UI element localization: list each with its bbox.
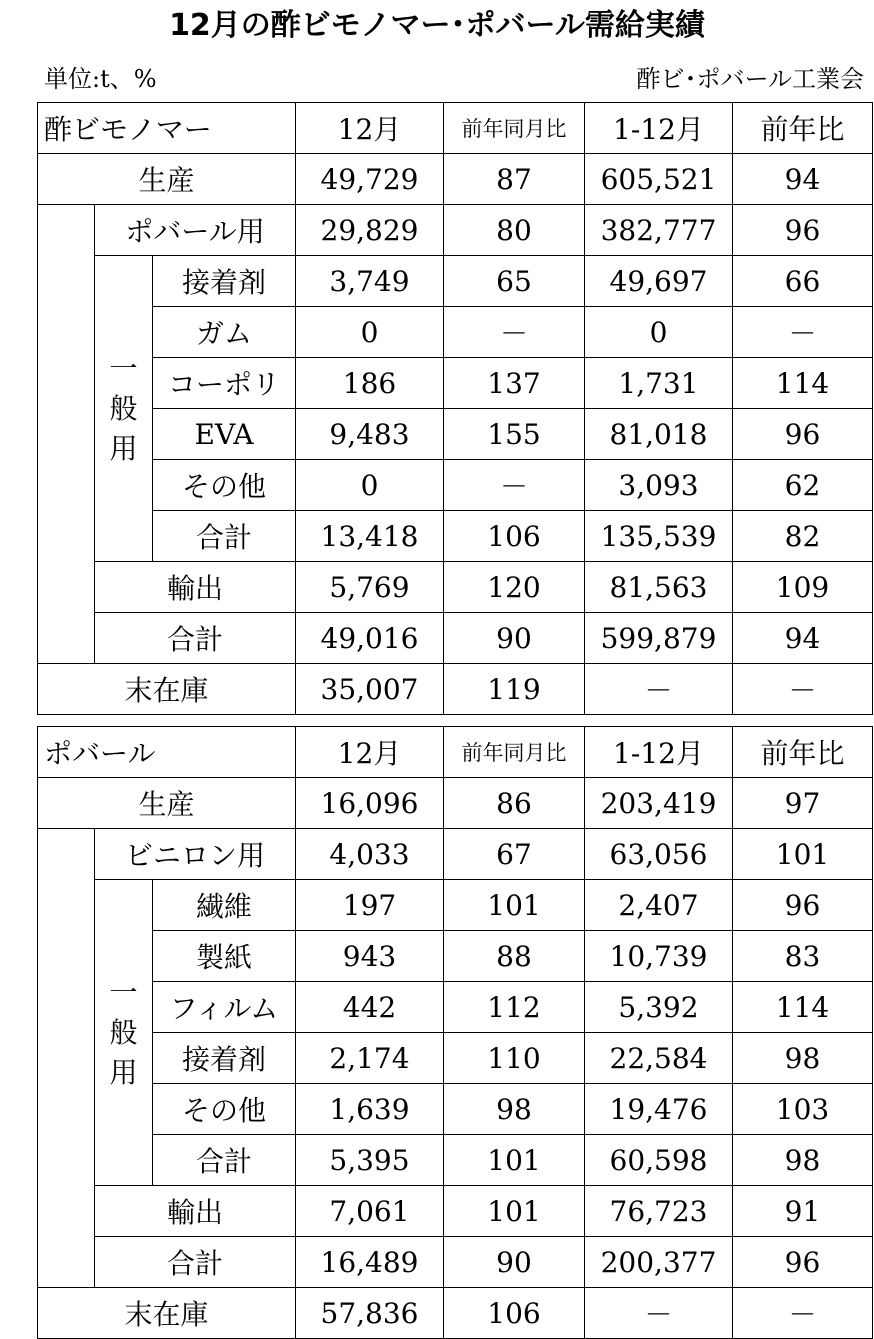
row-label: 輸出 bbox=[95, 562, 296, 613]
cell-value: 106 bbox=[444, 511, 585, 562]
header-yoy: 前年比 bbox=[733, 103, 873, 154]
row-label: その他 bbox=[153, 1084, 296, 1135]
cell-value: 49,697 bbox=[585, 256, 733, 307]
cell-value: － bbox=[733, 307, 873, 358]
cell-value: 4,033 bbox=[296, 829, 444, 880]
table-row bbox=[38, 1135, 873, 1186]
row-label: ポバール用 bbox=[95, 205, 296, 256]
table-row bbox=[38, 982, 873, 1033]
cell-value: 106 bbox=[444, 1288, 585, 1339]
cell-value: 197 bbox=[296, 880, 444, 931]
table-header-row bbox=[38, 103, 873, 154]
table-header-row bbox=[38, 727, 873, 778]
cell-value: － bbox=[585, 1288, 733, 1339]
cell-value: 94 bbox=[733, 613, 873, 664]
header-month: 12月 bbox=[296, 103, 444, 154]
table-row bbox=[38, 1237, 873, 1288]
general-use-label bbox=[95, 880, 153, 1186]
vert-char: 般 bbox=[109, 391, 138, 425]
table-row bbox=[38, 562, 873, 613]
cell-value: 91 bbox=[733, 1186, 873, 1237]
cell-value: 200,377 bbox=[585, 1237, 733, 1288]
table-row bbox=[38, 409, 873, 460]
source-label: 酢ビ･ポバール工業会 bbox=[636, 65, 864, 93]
cell-value: 109 bbox=[733, 562, 873, 613]
cell-value: 96 bbox=[733, 1237, 873, 1288]
header-yoy-month: 前年同月比 bbox=[444, 103, 585, 154]
cell-value: 22,584 bbox=[585, 1033, 733, 1084]
cell-value: 67 bbox=[444, 829, 585, 880]
cell-value: 81,018 bbox=[585, 409, 733, 460]
cell-value: 9,483 bbox=[296, 409, 444, 460]
cell-value: 103 bbox=[733, 1084, 873, 1135]
cell-value: 94 bbox=[733, 154, 873, 205]
cell-value: 203,419 bbox=[585, 778, 733, 829]
cell-value: 98 bbox=[444, 1084, 585, 1135]
row-label: 合計 bbox=[153, 511, 296, 562]
cell-value: 119 bbox=[444, 664, 585, 715]
poval-table bbox=[37, 726, 873, 1339]
table-row bbox=[38, 1033, 873, 1084]
vert-char: 一 bbox=[109, 975, 138, 1009]
cell-value: 65 bbox=[444, 256, 585, 307]
row-label: ビニロン用 bbox=[95, 829, 296, 880]
table-row bbox=[38, 358, 873, 409]
cell-value: 137 bbox=[444, 358, 585, 409]
header-yoy-month: 前年同月比 bbox=[444, 727, 585, 778]
vert-char: 用 bbox=[109, 431, 138, 465]
indent-spacer bbox=[38, 205, 95, 664]
monomer-table bbox=[37, 102, 873, 715]
row-label: 合計 bbox=[153, 1135, 296, 1186]
cell-value: 90 bbox=[444, 613, 585, 664]
cell-value: － bbox=[585, 664, 733, 715]
cell-value: 10,739 bbox=[585, 931, 733, 982]
cell-value: 0 bbox=[585, 307, 733, 358]
header-cumulative: 1-12月 bbox=[585, 727, 733, 778]
table-row bbox=[38, 664, 873, 715]
table-name-cell: ポバール bbox=[38, 727, 296, 778]
table-row bbox=[38, 154, 873, 205]
cell-value: 86 bbox=[444, 778, 585, 829]
vert-char: 用 bbox=[109, 1055, 138, 1089]
cell-value: 98 bbox=[733, 1033, 873, 1084]
cell-value: 101 bbox=[733, 829, 873, 880]
header-month: 12月 bbox=[296, 727, 444, 778]
cell-value: 101 bbox=[444, 880, 585, 931]
cell-value: 120 bbox=[444, 562, 585, 613]
cell-value: 81,563 bbox=[585, 562, 733, 613]
cell-value: 62 bbox=[733, 460, 873, 511]
row-label: 接着剤 bbox=[153, 256, 296, 307]
cell-value: 2,174 bbox=[296, 1033, 444, 1084]
cell-value: 135,539 bbox=[585, 511, 733, 562]
cell-value: 16,096 bbox=[296, 778, 444, 829]
header-cumulative: 1-12月 bbox=[585, 103, 733, 154]
vert-char: 一 bbox=[109, 351, 138, 385]
table-row bbox=[38, 880, 873, 931]
cell-value: 29,829 bbox=[296, 205, 444, 256]
cell-value: 442 bbox=[296, 982, 444, 1033]
cell-value: 112 bbox=[444, 982, 585, 1033]
table-row bbox=[38, 1186, 873, 1237]
cell-value: 13,418 bbox=[296, 511, 444, 562]
cell-value: 96 bbox=[733, 409, 873, 460]
cell-value: 5,769 bbox=[296, 562, 444, 613]
cell-value: 82 bbox=[733, 511, 873, 562]
cell-value: 7,061 bbox=[296, 1186, 444, 1237]
cell-value: 57,836 bbox=[296, 1288, 444, 1339]
row-label: 繊維 bbox=[153, 880, 296, 931]
cell-value: 186 bbox=[296, 358, 444, 409]
cell-value: 110 bbox=[444, 1033, 585, 1084]
row-label: フィルム bbox=[153, 982, 296, 1033]
row-label: 生産 bbox=[38, 778, 296, 829]
cell-value: 60,598 bbox=[585, 1135, 733, 1186]
cell-value: 88 bbox=[444, 931, 585, 982]
table-row bbox=[38, 829, 873, 880]
table-row bbox=[38, 1084, 873, 1135]
table-row bbox=[38, 460, 873, 511]
cell-value: 96 bbox=[733, 205, 873, 256]
cell-value: 66 bbox=[733, 256, 873, 307]
cell-value: 3,749 bbox=[296, 256, 444, 307]
table-row bbox=[38, 256, 873, 307]
cell-value: 5,392 bbox=[585, 982, 733, 1033]
cell-value: 98 bbox=[733, 1135, 873, 1186]
cell-value: 943 bbox=[296, 931, 444, 982]
table-row bbox=[38, 307, 873, 358]
cell-value: 83 bbox=[733, 931, 873, 982]
row-label: 末在庫 bbox=[38, 1288, 296, 1339]
table-row bbox=[38, 205, 873, 256]
cell-value: 605,521 bbox=[585, 154, 733, 205]
table-row bbox=[38, 1288, 873, 1339]
cell-value: 16,489 bbox=[296, 1237, 444, 1288]
page-title: 12月の酢ビモノマー･ポバール需給実績 bbox=[169, 8, 705, 43]
cell-value: 0 bbox=[296, 460, 444, 511]
cell-value: 1,639 bbox=[296, 1084, 444, 1135]
cell-value: 5,395 bbox=[296, 1135, 444, 1186]
vert-char: 般 bbox=[109, 1015, 138, 1049]
row-label: 輸出 bbox=[95, 1186, 296, 1237]
cell-value: － bbox=[733, 664, 873, 715]
table-row bbox=[38, 931, 873, 982]
cell-value: － bbox=[444, 460, 585, 511]
cell-value: 0 bbox=[296, 307, 444, 358]
row-label: ガム bbox=[153, 307, 296, 358]
cell-value: 114 bbox=[733, 358, 873, 409]
cell-value: － bbox=[733, 1288, 873, 1339]
header-yoy: 前年比 bbox=[733, 727, 873, 778]
cell-value: 101 bbox=[444, 1186, 585, 1237]
cell-value: 599,879 bbox=[585, 613, 733, 664]
table-row bbox=[38, 511, 873, 562]
cell-value: 3,093 bbox=[585, 460, 733, 511]
cell-value: 76,723 bbox=[585, 1186, 733, 1237]
cell-value: 90 bbox=[444, 1237, 585, 1288]
unit-label: 単位:t、% bbox=[44, 65, 157, 93]
cell-value: 96 bbox=[733, 880, 873, 931]
cell-value: 114 bbox=[733, 982, 873, 1033]
row-label: 製紙 bbox=[153, 931, 296, 982]
general-use-label bbox=[95, 256, 153, 562]
row-label: EVA bbox=[153, 409, 296, 460]
cell-value: 19,476 bbox=[585, 1084, 733, 1135]
row-label: 生産 bbox=[38, 154, 296, 205]
cell-value: 97 bbox=[733, 778, 873, 829]
row-label: 合計 bbox=[95, 1237, 296, 1288]
row-label: 接着剤 bbox=[153, 1033, 296, 1084]
cell-value: 87 bbox=[444, 154, 585, 205]
cell-value: 49,016 bbox=[296, 613, 444, 664]
cell-value: － bbox=[444, 307, 585, 358]
cell-value: 63,056 bbox=[585, 829, 733, 880]
cell-value: 101 bbox=[444, 1135, 585, 1186]
cell-value: 49,729 bbox=[296, 154, 444, 205]
row-label: コーポリ bbox=[153, 358, 296, 409]
table-name-cell: 酢ビモノマー bbox=[38, 103, 296, 154]
cell-value: 382,777 bbox=[585, 205, 733, 256]
cell-value: 155 bbox=[444, 409, 585, 460]
cell-value: 80 bbox=[444, 205, 585, 256]
row-label: 合計 bbox=[95, 613, 296, 664]
row-label: その他 bbox=[153, 460, 296, 511]
indent-spacer bbox=[38, 829, 95, 1288]
cell-value: 1,731 bbox=[585, 358, 733, 409]
cell-value: 35,007 bbox=[296, 664, 444, 715]
cell-value: 2,407 bbox=[585, 880, 733, 931]
table-row bbox=[38, 778, 873, 829]
table-row bbox=[38, 613, 873, 664]
row-label: 末在庫 bbox=[38, 664, 296, 715]
